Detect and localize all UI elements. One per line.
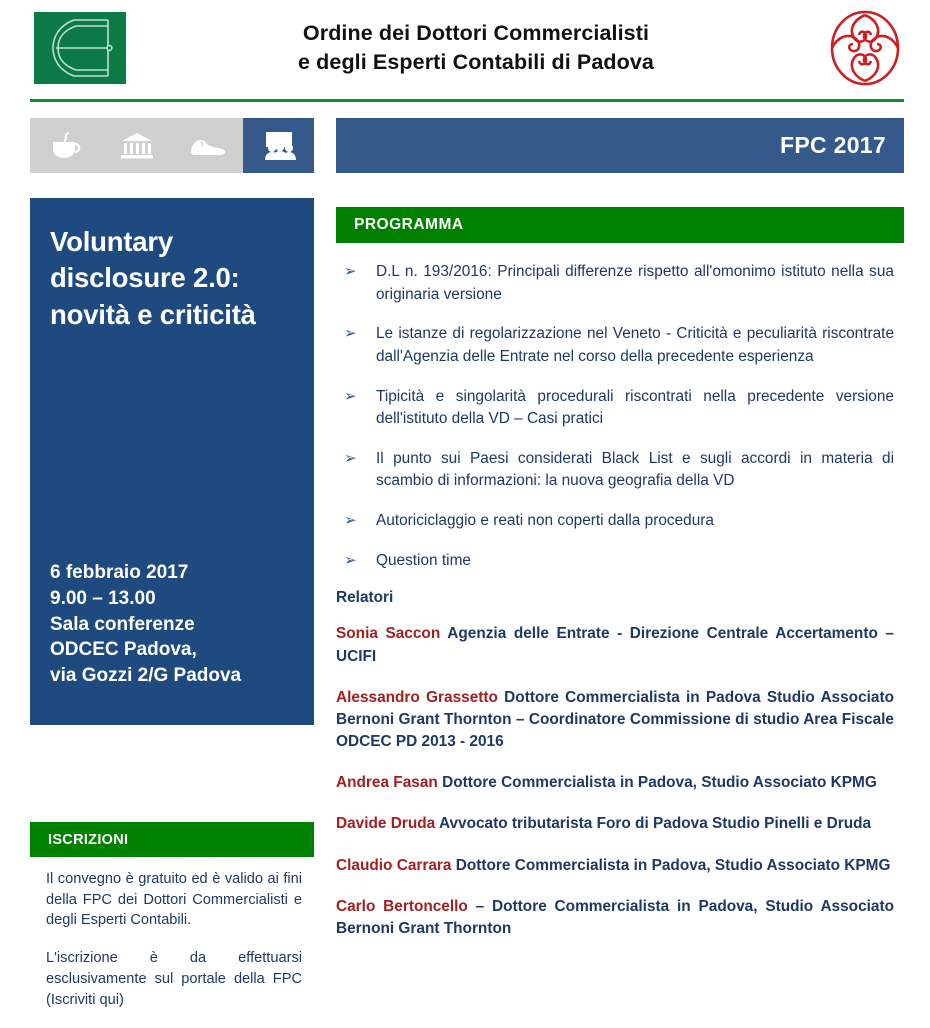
group-people-icon	[261, 130, 297, 162]
speaker-role: Dottore Commercialista in Padova, Studio Associato KPMG	[455, 856, 891, 874]
speaker-entry	[336, 813, 904, 835]
bank-building-icon	[120, 130, 154, 162]
event-venue-line-3: via Gozzi 2/G Padova	[50, 665, 242, 687]
event-venue-line-1: Sala conferenze	[50, 613, 195, 635]
organization-title	[126, 19, 826, 77]
speaker-role: Avvocato tributarista Foro di Padova Studio Pinelli e Druda	[438, 815, 872, 833]
programma-item-text: Autoriciclaggio e reati non coperti dalla procedura	[376, 512, 714, 530]
speaker-name: Carlo Bertoncello	[336, 897, 468, 915]
header-divider	[30, 99, 904, 102]
event-time: 9.00 – 13.00	[50, 587, 156, 609]
speaker-name: Claudio Carrara	[336, 856, 452, 874]
speaker-name: Davide Druda	[336, 815, 436, 833]
speaker-role: Dottore Commercialista in Padova Studio Associato Bernoni Grant Thornton – Coordinatore Commissione di studio Area Fiscale ODCEC PD 2013 - 2016	[336, 688, 894, 751]
event-date: 6 febbraio 2017	[50, 561, 189, 583]
odcec-green-emblem-icon	[34, 12, 126, 84]
tab-group-people[interactable]	[243, 118, 314, 173]
programma-item	[336, 261, 904, 306]
iscrizioni-paragraph: Il convegno è gratuito ed è valido ai fini della FPC dei Dottori Commercialisti e degli Esperti Contabili.	[46, 871, 302, 929]
speaker-role: – Dottore Commercialista in Padova, Studio Associato Bernoni Grant Thornton	[336, 897, 895, 937]
speaker-name: Alessandro Grassetto	[336, 688, 498, 706]
iscrizioni-paragraph: L'iscrizione è da effettuarsi esclusivamente sul portale della FPC (Iscriviti qui)	[46, 950, 302, 1008]
speaker-entry	[336, 687, 904, 754]
arrow-bullet-icon: ➢	[344, 449, 357, 467]
event-details	[50, 560, 294, 703]
shoe-icon	[189, 133, 227, 159]
left-column	[30, 198, 314, 1027]
arrow-bullet-icon: ➢	[344, 512, 357, 530]
org-title-line-2: e degli Esperti Contabili di Padova	[298, 50, 654, 74]
arrow-bullet-icon: ➢	[344, 263, 357, 280]
org-title-line-1: Ordine dei Dottori Commercialisti	[302, 20, 650, 45]
tab-bank-building[interactable]	[101, 118, 172, 173]
programma-item-text: Le istanze di regolarizzazione nel Veneto - Criticità e peculiarità riscontrate dall'Agenzia delle Entrate nel corso della precedente esperienza	[376, 325, 894, 365]
fpc-year-banner	[336, 118, 904, 173]
right-column	[336, 207, 904, 959]
speaker-name: Sonia Saccon	[336, 625, 441, 643]
tab-coffee-cup[interactable]	[30, 118, 101, 173]
programma-item	[336, 448, 904, 493]
programma-heading	[336, 207, 904, 243]
iscrizioni-heading	[30, 822, 314, 857]
speaker-role: Agenzia delle Entrate - Direzione Centrale Accertamento –UCIFI	[336, 625, 894, 665]
masthead	[0, 0, 930, 96]
speaker-entry	[336, 896, 904, 940]
speaker-name: Andrea Fasan	[336, 774, 438, 792]
relatori-heading: Relatori	[336, 589, 394, 607]
category-icon-tabs[interactable]	[30, 118, 314, 173]
iscrizioni-heading-label: ISCRIZIONI	[48, 831, 129, 848]
speaker-entry	[336, 772, 904, 794]
programma-list	[336, 243, 904, 572]
event-venue-line-2: ODCEC Padova,	[50, 639, 197, 661]
programma-item-text: Question time	[376, 551, 471, 569]
event-info-panel	[30, 198, 314, 725]
arrow-bullet-icon: ➢	[344, 387, 357, 405]
programma-item	[336, 510, 904, 533]
arrow-bullet-icon: ➢	[344, 551, 357, 569]
programma-item	[336, 323, 904, 368]
speaker-role: Dottore Commercialista in Padova, Studio Associato KPMG	[442, 774, 877, 792]
red-knot-seal-icon	[826, 8, 904, 88]
fpc-year-label: FPC 2017	[780, 132, 886, 158]
speaker-entry	[336, 623, 904, 667]
event-title: Voluntary disclosure 2.0: novità e criticità	[50, 226, 256, 330]
programma-item-text: Tipicità e singolarità procedurali riscontrati nella precedente versione dell'istituto della VD – Casi pratici	[376, 387, 894, 428]
programma-item-text: D.L n. 193/2016: Principali differenze rispetto all'omonimo istituto nella sua originaria versione	[376, 263, 894, 303]
programma-item	[336, 386, 904, 431]
speakers-list	[336, 607, 904, 940]
programma-item	[336, 550, 904, 573]
speaker-entry	[336, 855, 904, 877]
tab-shoe[interactable]	[172, 118, 243, 173]
programma-heading-label: PROGRAMMA	[354, 216, 464, 233]
coffee-cup-icon	[49, 130, 83, 162]
arrow-bullet-icon: ➢	[344, 325, 357, 343]
iscrizioni-body	[30, 857, 314, 1010]
programma-item-text: Il punto sui Paesi considerati Black List e sugli accordi in materia di scambio di informazioni: la nuova geografia della VD	[376, 449, 894, 490]
